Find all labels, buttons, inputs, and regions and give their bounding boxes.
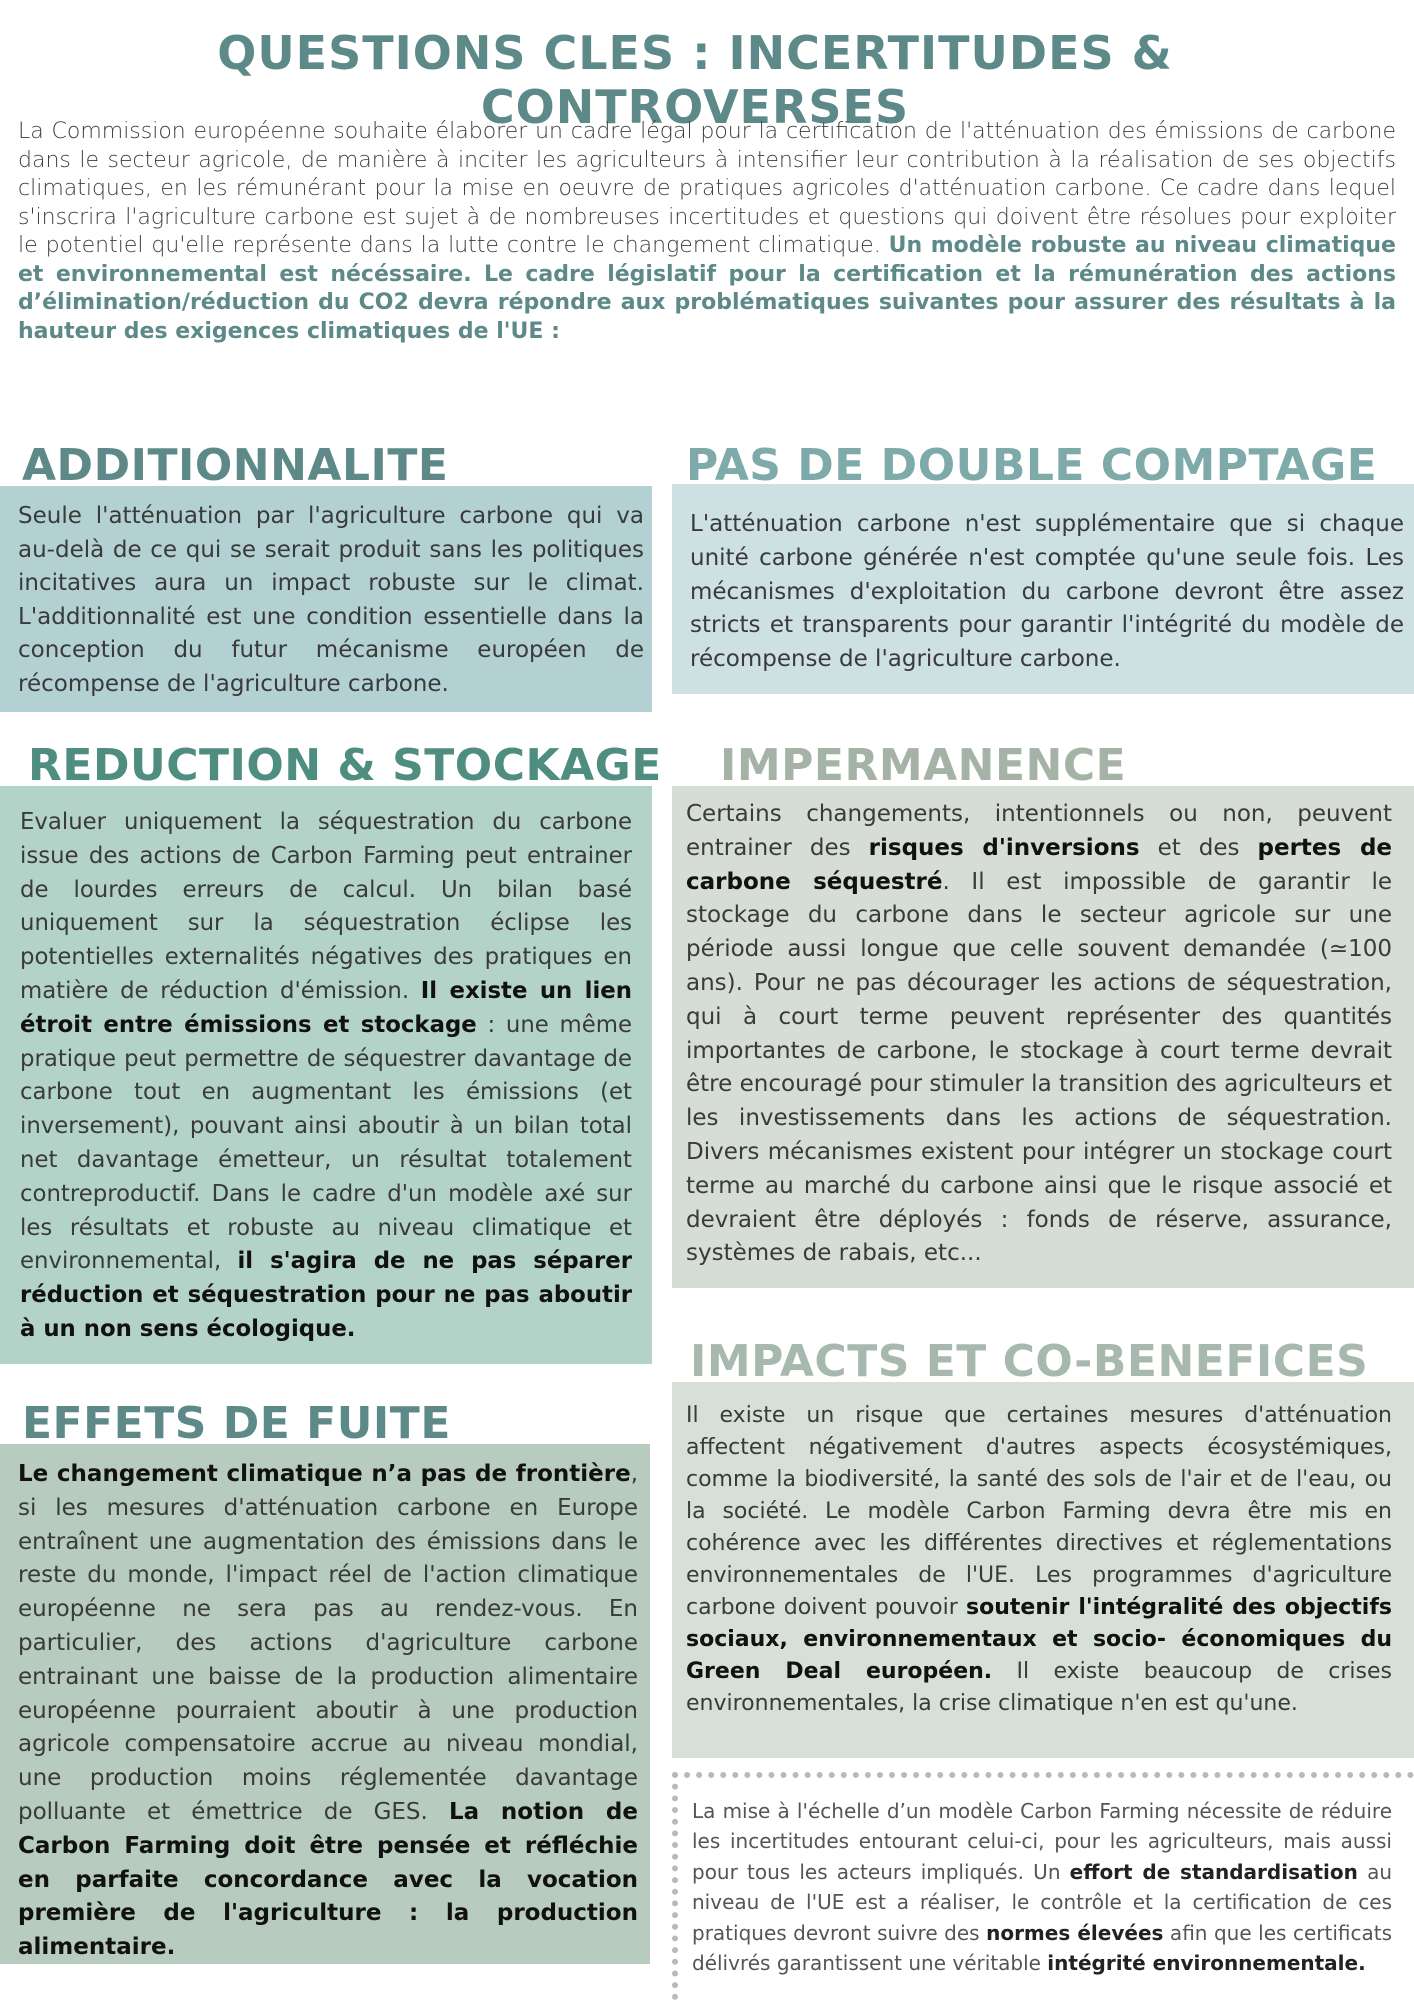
- panel-impermanence: [672, 786, 1414, 1288]
- impacts-text: Il existe un risque que certaines mesures d'atténuation affectent négativement d'autres aspects écosystémiques, comme la biodiversité, la santé des sols de l'air et de l'eau, ou la société. Le modèle Carbon Farming devra être mis en cohérence avec les différentes directives et réglementations environnementales de l'UE. Les programmes d'agriculture carbone doivent pouvoir soutenir l'intégralité des objectifs sociaux, environnementaux et socio- économiques du Green Deal européen. Il existe beaucoup de crises environnementales, la crise climatique n'en est qu'une.: [686, 1403, 1392, 1716]
- heading-additionnalite: ADDITIONNALITE: [22, 440, 449, 491]
- note-text: La mise à l'échelle d’un modèle Carbon Farming nécessite de réduire les incertitudes entourant celui-ci, pour les agriculteurs, mais aussi pour tous les acteurs impliqués. Un effort de standardisation au niveau de l'UE est a réaliser, le contrôle et la certification de ces pratiques devront suivre des normes élevées afin que les certificats délivrés garantissent une véritable intégrité environnementale.: [692, 1799, 1392, 1976]
- heading-double-comptage: PAS DE DOUBLE COMPTAGE: [686, 440, 1378, 491]
- intro-highlight: Un modèle robuste au niveau climatique et environnemental est nécéssaire. Le cadre législatif pour la certification et la rémunération des actions d’élimination/réduction du CO2 devra répondre aux problématiques suivantes pour assurer des résultats à la hauteur des exigences climatiques de l'UE :: [18, 233, 1396, 344]
- double-comptage-text: L'atténuation carbone n'est supplémentaire que si chaque unité carbone générée n'est comptée qu'une seule fois. Les mécanismes d'exploitation du carbone devront être assez stricts et transparents pour garantir l'intégrité du modèle de récompense de l'agriculture carbone.: [690, 511, 1404, 673]
- note-standardisation: [672, 1772, 1414, 2000]
- panel-effets-de-fuite: [0, 1444, 650, 1964]
- intro-paragraph: [18, 118, 1396, 346]
- heading-impacts-co-benefices: IMPACTS ET CO-BENEFICES: [690, 1336, 1369, 1387]
- additionnalite-text: Seule l'atténuation par l'agriculture carbone qui va au-delà de ce qui se serait produit sans les politiques incitatives aura un impact robuste sur le climat. L'additionnalité est une condition essentielle dans la conception du futur mécanisme européen de récompense de l'agriculture carbone.: [18, 503, 644, 697]
- reduction-text: Evaluer uniquement la séquestration du carbone issue des actions de Carbon Farming peut entrainer de lourdes erreurs de calcul. Un bilan basé uniquement sur la séquestration éclipse les potentielles externalités négatives des pratiques en matière de réduction d'émission. Il existe un lien étroit entre émissions et stockage : une même pratique peut permettre de séquestrer davantage de carbone tout en augmentant les émissions (et inversement), pouvant ainsi aboutir à un bilan total net davantage émetteur, un résultat totalement contreproductif. Dans le cadre d'un modèle axé sur les résultats et robuste au niveau climatique et environnemental, il s'agira de ne pas séparer réduction et séquestration pour ne pas aboutir à un non sens écologique.: [20, 809, 633, 1342]
- panel-impacts-co-benefices: [672, 1382, 1414, 1758]
- page-title: QUESTIONS CLES : INCERTITUDES & CONTROVERSES: [217, 26, 1173, 134]
- panel-reduction-stockage: [0, 786, 652, 1364]
- fuite-text: Le changement climatique n’a pas de frontière, si les mesures d'atténuation carbone en Europe entraînent une augmentation des émissions dans le reste du monde, l'impact réel de l'action climatique européenne ne sera pas au rendez-vous. En particulier, des actions d'agriculture carbone entrainant une baisse de la production alimentaire européenne pourraient aboutir à une production agricole compensatoire accrue au niveau mondial, une production moins réglementée davantage polluante et émettrice de GES. La notion de Carbon Farming doit être pensée et réfléchie en parfaite concordance avec la vocation première de l'agriculture : la production alimentaire.: [18, 1461, 638, 1961]
- heading-effets-de-fuite: EFFETS DE FUITE: [22, 1398, 451, 1449]
- heading-impermanence: IMPERMANENCE: [720, 740, 1127, 791]
- panel-additionnalite: [0, 486, 652, 712]
- heading-reduction-stockage: REDUCTION & STOCKAGE: [28, 740, 662, 791]
- impermanence-text: Certains changements, intentionnels ou non, peuvent entrainer des risques d'inversions et des pertes de carbone séquestré. Il est impossible de garantir le stockage du carbone dans le secteur agricole sur une période aussi longue que celle souvent demandée (≃100 ans). Pour ne pas décourager les actions de séquestration, qui à court terme peuvent représenter des quantités importantes de carbone, le stockage à court terme devrait être encouragé pour stimuler la transition des agriculteurs et les investissements dans les actions de séquestration. Divers mécanismes existent pour intégrer un stockage court terme au marché du carbone ainsi que le risque associé et devraient être déployés : fonds de réserve, assurance, systèmes de rabais, etc...: [686, 801, 1393, 1267]
- panel-double-comptage: [672, 484, 1414, 694]
- intro-text: La Commission européenne souhaite élaborer un cadre légal pour la certification de l'atténuation des émissions de carbone dans le secteur agricole, de manière à inciter les agriculteurs à intensifier leur contribution à la réalisation de ses objectifs climatiques, en les rémunérant pour la mise en oeuvre de pratiques agricoles d'atténuation carbone. Ce cadre dans lequel s'inscrira l'agriculture carbone est sujet à de nombreuses incertitudes et questions qui doivent être résolues pour exploiter le potentiel qu'elle représente dans la lutte contre le changement climatique.: [18, 119, 1396, 258]
